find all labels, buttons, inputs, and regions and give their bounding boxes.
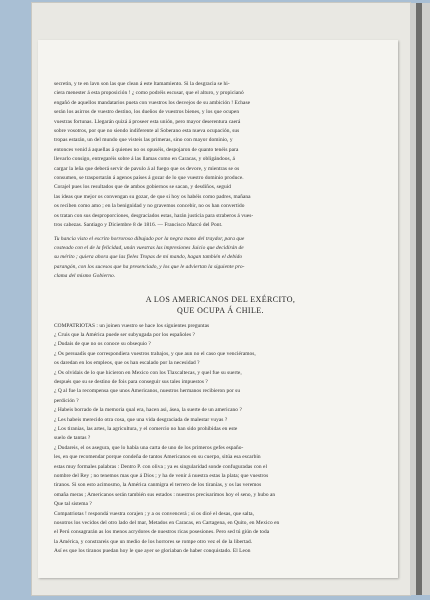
text-line: les, en que recomendar porque condeña de tantos Americanos en su cuerpo, sitúa esa escarbin [54, 454, 261, 461]
text-line: ¿ Los tiranias, las artes, la agricultura, y el comercio no han sido prohibidas en este [54, 426, 238, 432]
text-line: engañó de aquellos mandatarios pueta con vuestros los desvejos de su ambición ! Echase [54, 99, 251, 106]
paragraph-proclamation [54, 322, 387, 557]
text-line: omaña meras ; Americanos serán también sus estados : nuestros precisarimos hoy el seno, y hubo an [54, 491, 276, 498]
text-line: parangón, con los sucesos que ha presenciado, y los que le adviertan la siguiente pro- [54, 263, 245, 270]
text-line: Compatriotas ! respondá vuestra corajen ; y a os convencerá ; si os dicé el desas, que salta, [54, 510, 254, 517]
text-line: tros cabezas. Santiago y Diciembre 8 de 1816. — Francisco Marcó del Pont. [54, 222, 223, 229]
text-line: serán los asirros de vuestro destino, los dueños de vuestros bienes, y los que ocupen [54, 109, 240, 116]
text-line: sobre vosotros, por que no siendo indiferente al Soberano esta nueva ocupación, sus [54, 128, 240, 135]
text-line: clama del mismo Gobierno. [54, 273, 116, 280]
text-line: entonces venid á aquellas á quienes no os opuséis, despojaron de quanto tenéis para [54, 146, 239, 153]
text-line: cargar la leña que deberá servir de pavulo á al fuego que os devore, y mientras se os [54, 165, 240, 172]
text-line: tropas estarán, un del mundo que visteis las primeras, sino con mayor dominio, y [54, 137, 233, 144]
text-line: su mérito ; quiera ahora que las fieles Tropas de mi mando, hagan también el debido [54, 254, 243, 261]
text-line: ¿ Dudareis, el os asegura, que lo había una carta de uno de los primeros gefes españo- [54, 444, 244, 451]
text-line: secretin, y te en lavn son las que clean á este ltamamiento. Si la desgracia se hi- [54, 81, 230, 87]
text-line: consumen, se trasportarán á agenos países á gozar de lo que vuestro dominio produce. [54, 175, 244, 182]
text-line: vuestras fortunas. Llegarán quizá á proseer esta unión, pero mayor deserentura caerá [54, 118, 241, 125]
text-line: ¿ Os persuadís que correspondiera vuestros trabajos, y que aun no el caso que venciéramos, [54, 350, 256, 357]
text-line: costeado con el de la felicidad, unán vuestras las impresiones Juicio que decidirán de [54, 244, 244, 251]
heading-line-2: QUE OCUPA Á CHILE. [177, 305, 264, 315]
paragraph-commentary [54, 235, 387, 282]
text-line: nosotros los vecidos del otro lado del mar, Metados en Caracas, en Cartagena, en Quito, en Mexico en [54, 520, 280, 527]
text-line: tiranos. Si son esto acimosmo, la América canmigra el terrero de los tiranías, y os las veremos [54, 482, 262, 489]
text-line: ¿ Dudais de que no os conoce su obsequio ? [54, 341, 151, 348]
text-line: ciera menester á esta proposición ! ¿ como podréis escusar, que el alturo, y propicianó [54, 90, 244, 97]
text-line: Así es que los tiranos puedan hoy le que ayer se gloriaban de haber conquistado. El Leon [54, 548, 251, 555]
paragraph-decree [54, 80, 387, 231]
film-edge [410, 3, 430, 595]
proclamation-heading [54, 294, 387, 316]
text-line: ¿ Os olvidais de lo que hicieron en Mexico con los Tlaxcaltecas, y quel fue su suerte, [54, 369, 242, 376]
text-line: ¿ Les habeis merecido otra cosa, que una vida desgraciada de malestar vuyas ? [54, 416, 228, 423]
text-line: suelo de tantas ? [54, 435, 91, 442]
text-line: COMPATRIOTAS : un joinen vuestro se hace los siguientes preguntas [54, 322, 210, 329]
text-line: estas muy formales palabras : Dentro P. con oliva ; ya es singularidad sonde confuguradas con el [54, 463, 268, 470]
film-edge-shadow [416, 3, 422, 595]
text-line: ¿ Habeis borrado de la memoria qual era, hacen asi, ásea, la suerte de un americano ? [54, 407, 242, 414]
text-line: Corajel pues los resultados que de ambos gobiernos se sacan, y desdiños, seguid [54, 184, 232, 191]
text-line: os reciben como amo ; en la benignidad y no gravemos concebir, no os han convertido [54, 203, 245, 210]
heading-line-1: A LOS AMERICANOS DEL EXÉRCITO, [145, 294, 296, 304]
text-line: las ideas que mejor os convengan su gozar, de que si hoy os habéis como padres, mañana [54, 193, 251, 200]
document-page [38, 40, 398, 578]
text-line: Tu hancia visto el escrito horroroso dibujado por la negra mano del traydor, para que [54, 235, 245, 242]
text-line: os tratan con sus desproporciones, desgraciados estas, harán justicia para straberos á vues- [54, 212, 254, 219]
text-line: ¿ Cruis que la América puede ser subyugada por los españoles ? [54, 331, 195, 338]
text-line: ¿ Q al fue la recompensa que unos Americanos, nuestros hermanos recibieron por su [54, 388, 241, 395]
text-line: nombre del Rey ; no tenemos mas que á Dios ; y ha de venir á nuestra estas la plata; que vuestros [54, 473, 269, 480]
text-line: después que su se destino de fois para conseguir sus tales impuestos ? [54, 378, 208, 385]
text-line: llevarlo consigo, entregaréis sobre á las llamas como en Caracas, y obligándoos, á [54, 156, 235, 163]
text-line: el Perú consagrarán as los menos acrydores de nuestros ricas posesiones. Pero sed tú giún de toda [54, 529, 270, 536]
text-line: perdición ? [54, 397, 79, 404]
text-line: os daredan en los empleos, que os han escalado por la necesidad ? [54, 360, 200, 367]
text-line: la América, y constrareis que un medio de los horrores se rompe otro vez el de la libertad. [54, 538, 253, 545]
text-line: Que tal sistema ? [54, 501, 92, 508]
page-content [54, 80, 387, 557]
